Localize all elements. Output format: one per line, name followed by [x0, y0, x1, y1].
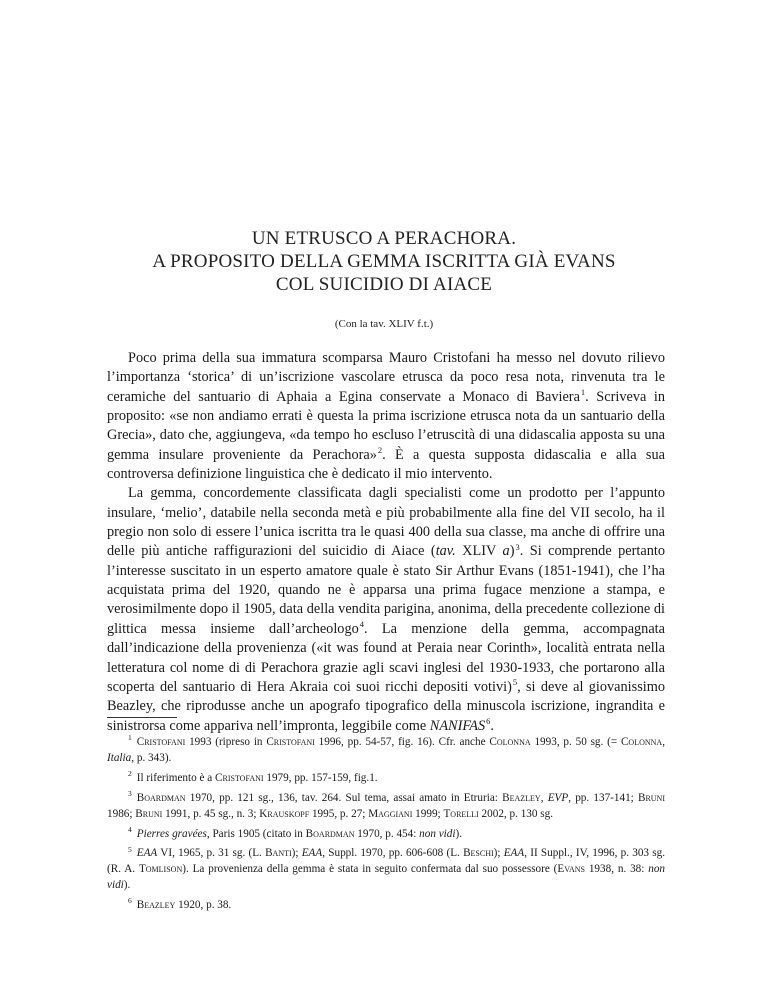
text-span: 3 [128, 788, 132, 798]
text-span: Poco prima della sua immatura scomparsa Mauro Cristofani ha messo nel dovuto rilievo l’importanza ‘storica’ di un’iscrizione vascolare etrusca da poco resa nota, rinvenuta tra le ceramiche del santuario di Aphaia a Egina conservate a Monaco di Baviera [107, 350, 665, 405]
footnote-ref-6[interactable]: 6 [486, 715, 491, 726]
text-span: Colonna [620, 736, 663, 748]
text-span: 1995, p. 27; [309, 807, 369, 820]
text-span: 1979, pp. 157-159, fig.1. [263, 771, 378, 784]
text-span: 1986; [107, 807, 136, 820]
text-span: EAA [301, 847, 323, 860]
footnote-ref-4[interactable]: 4 [359, 619, 365, 630]
text-span: Banti [265, 847, 292, 860]
text-span: Evans [557, 863, 585, 876]
text-span: . [490, 717, 494, 734]
text-span: Beazley [136, 899, 176, 912]
text-span: ); [291, 847, 302, 860]
paragraph-1 [107, 349, 665, 484]
text-span: 1 [128, 733, 132, 743]
text-span: Beschi [463, 847, 494, 860]
text-span: EVP [547, 791, 569, 804]
text-span: ). [455, 827, 463, 840]
text-span: Bruni [637, 791, 666, 804]
text-span: Maggiani [368, 807, 413, 820]
text-span: . Si comprende pertanto l’interesse suscitato in un esperto amatore quale è stato Sir Arthur Evans (1851-1941), che l’ha acquistata prima del 1920, quando ne è apparsa una prima fugace menzione a stampa, e verosimilmente dopo il 1905, data della vendita parigina, anonima, della precedente collezione di glittica messa insieme dall’archeologo [107, 543, 665, 637]
text-span: ). La provenienza della gemma è stata in seguito confermata dal suo possessore ( [182, 863, 558, 876]
text-span: Il riferimento è a [136, 771, 216, 784]
text-span: ). [123, 879, 131, 892]
text-span: Tomlison [138, 863, 183, 876]
text-span: . Scriveva in proposito: «se non andiamo errati è questa la prima iscrizione etrusca nota da un santuario della Grecia», dato che, aggiungeva, «da tempo ho escluso l’etruscità di una didascalia apposta su una gemma insulare proveniente da Perachora» [107, 388, 665, 463]
footnote-separator [107, 717, 177, 718]
text-span: , Paris 1905 (citato in [206, 827, 306, 840]
footnote-6 [107, 898, 665, 914]
footnote-4 [107, 824, 665, 843]
text-span: 1938, n. 38: [585, 863, 649, 876]
text-span: 1993, p. 50 sg. (= [530, 736, 621, 748]
text-span: Boardman [136, 791, 186, 804]
footnote-ref-3[interactable]: 3 [515, 541, 520, 552]
text-span: , II Suppl., IV, 1996, p. 303 sg. (R. A. [107, 847, 665, 876]
text-span: non vidi [419, 827, 456, 840]
text-span: VI, 1965, p. 31 sg. (L. [157, 847, 266, 860]
text-span: non vidi [107, 863, 666, 892]
text-span: , si deve al giovanissimo Beazley, che riprodusse anche un apografo tipografico della minuscola iscrizione, ingrandita e sinistrorsa come appariva nell’impronta, leggibile come [107, 678, 665, 734]
text-span: Italia [107, 751, 132, 764]
footnotes [107, 735, 665, 918]
text-span: 1996, pp. 54-57, fig. 16). Cfr. anche [314, 736, 490, 748]
inscription-text: NANIFAS [429, 717, 486, 734]
text-span: Cristofani [136, 736, 186, 748]
footnote-2 [107, 771, 665, 787]
text-span: , pp. 137-141; [568, 791, 638, 804]
text-span: 1970, p. 454: [354, 827, 420, 840]
text-span: La gemma, concordemente classificata dagli specialisti come un prodotto per l’appunto insulare, ‘melio’, databile nella seconda metà e più probabilmente alla fine del VII secolo, ha il pregio non solo di essere l’unica iscritta tra le quasi 400 della sua classe, ma anche di offrire una delle più antiche raffigurazioni del suicidio di Aiace ( [107, 485, 665, 560]
plate-reference: (Con la tav. XLIV f.t.) [334, 318, 434, 330]
text-span: 1993 (ripreso in [185, 736, 267, 748]
text-span: ) [509, 543, 515, 560]
text-span: 6 [128, 896, 132, 906]
footnote-5 [107, 846, 665, 894]
plate-letter: a [502, 543, 510, 560]
title-line-1: UN ETRUSCO A PERACHORA. [251, 228, 517, 249]
paragraph-2 [107, 484, 665, 735]
title-line-3: COL SUICIDIO DI AIACE [275, 274, 493, 295]
footnote-ref-2[interactable]: 2 [377, 444, 383, 455]
text-span: 1920, p. 38. [175, 899, 232, 912]
text-span: Krauskopf [259, 807, 310, 820]
text-span: EAA [503, 847, 525, 860]
text-span: 1991, p. 45 sg., n. 3; [162, 807, 260, 820]
text-span: Boardman [305, 827, 355, 840]
text-span: Bruni [135, 807, 163, 820]
title-line-2: A PROPOSITO DELLA GEMMA ISCRITTA GIÀ EVANS [152, 251, 616, 272]
footnote-1 [107, 735, 665, 767]
text-span: Cristofani [215, 771, 264, 784]
text-span: 1970, pp. 121 sg., 136, tav. 264. Sul tema, assai amato in Etruria: [185, 791, 503, 804]
text-span: Torelli [443, 807, 479, 820]
text-span: Pierres gravées [136, 827, 207, 840]
text-span: , Suppl. 1970, pp. 606-608 (L. [322, 847, 464, 860]
text-span: EAA [136, 847, 158, 860]
text-span: Cristofani [266, 736, 315, 748]
text-span: XLIV [455, 543, 503, 560]
text-span: , [662, 736, 665, 748]
text-span: 2 [128, 769, 132, 779]
text-span: ); [493, 847, 504, 860]
text-span: . La menzione della gemma, accompagnata dall’indicazione della provenienza («it was found at Peraia near Corinth», località entrata nella letteratura col nome di di Perachora grazie agli scavi inglesi del 1930-1933, che portarono alla scoperta del santuario di Hera Akraia coi suoi ricchi depositi votivi) [107, 620, 665, 695]
text-span: , [540, 791, 548, 804]
footnote-3 [107, 788, 666, 823]
text-span: Colonna [489, 736, 531, 748]
article-title [0, 227, 768, 296]
text-span: 2002, p. 130 sg. [478, 807, 554, 820]
plate-label: tav. [435, 543, 456, 560]
footnote-ref-5[interactable]: 5 [512, 677, 518, 688]
text-span: . È a questa supposta didascalia e alla sua controversa definizione linguistica che è dedicato il mio intervento. [107, 446, 665, 483]
text-span: 4 [128, 824, 132, 834]
body-text [107, 349, 665, 736]
text-span: , p. 343). [131, 751, 172, 764]
text-span: 1999; [412, 807, 444, 820]
text-span: Beazley [502, 791, 541, 804]
footnote-ref-1[interactable]: 1 [580, 386, 586, 397]
text-span: 5 [128, 844, 132, 854]
